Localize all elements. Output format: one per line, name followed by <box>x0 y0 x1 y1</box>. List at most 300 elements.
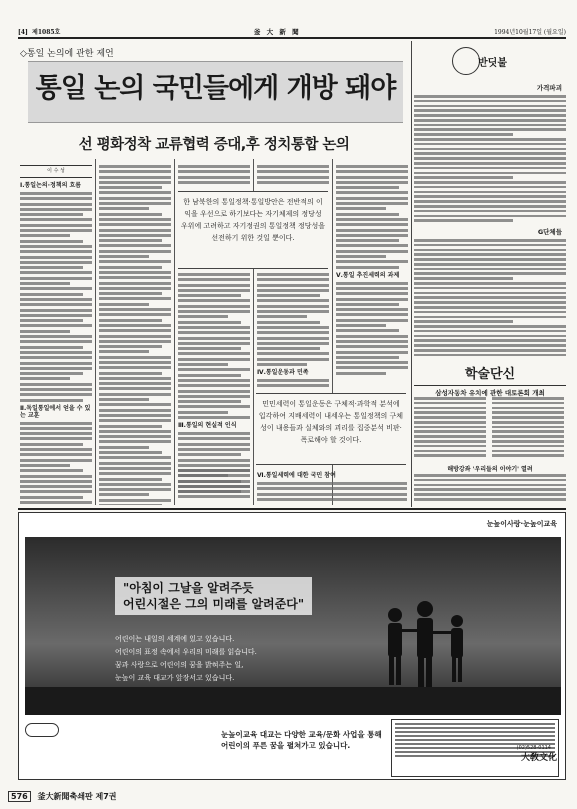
text-line <box>20 287 92 290</box>
body-text <box>257 379 329 387</box>
text-line <box>178 495 250 498</box>
emblem-icon <box>25 723 59 737</box>
right-text-1 <box>414 95 566 225</box>
text-line <box>336 266 399 269</box>
text-line <box>492 435 564 438</box>
text-line <box>99 297 171 300</box>
text-line <box>99 440 171 443</box>
text-line <box>414 210 566 213</box>
text-line <box>414 445 486 448</box>
text-line <box>257 181 329 184</box>
text-line <box>99 478 162 481</box>
text-line <box>336 345 408 348</box>
body-column-4-top <box>257 165 329 189</box>
body-column-4 <box>257 273 329 391</box>
learning-text-bottom <box>414 474 566 505</box>
text-line <box>178 337 250 340</box>
text-line <box>99 234 171 237</box>
text-line <box>99 287 171 290</box>
text-line <box>414 416 486 419</box>
text-line <box>178 170 250 173</box>
text-line <box>336 170 408 173</box>
text-line <box>99 319 162 322</box>
ad-message <box>221 729 382 751</box>
right-subtitle-2: G단체들 <box>537 228 562 236</box>
body-text <box>178 165 250 184</box>
body-text <box>99 165 171 505</box>
text-line <box>178 459 250 462</box>
text-line <box>414 272 566 275</box>
text-line <box>99 382 171 385</box>
text-line <box>492 421 564 424</box>
text-line <box>178 390 250 393</box>
text-line <box>414 249 566 252</box>
text-line <box>336 223 408 226</box>
text-line <box>414 339 566 342</box>
text-line <box>336 197 408 200</box>
text-line <box>99 229 171 232</box>
text-line <box>99 472 171 475</box>
ad-quote-line-1: "아침이 그날을 알려주듯 <box>123 581 254 595</box>
ad-message-line-2: 어린이의 푸른 꿈을 펼쳐가고 있습니다. <box>221 741 351 750</box>
text-line <box>99 425 162 428</box>
text-line <box>395 723 555 725</box>
text-line <box>336 207 386 210</box>
text-line <box>336 324 386 327</box>
text-line <box>257 165 329 168</box>
text-line <box>395 739 555 741</box>
text-line <box>99 324 171 327</box>
firefly-icon <box>452 47 480 75</box>
text-line <box>20 496 83 499</box>
text-line <box>336 303 399 306</box>
text-line <box>178 384 250 387</box>
text-line <box>257 498 407 501</box>
text-line <box>257 278 329 281</box>
text-line <box>20 480 92 483</box>
text-line <box>178 480 250 483</box>
body-text <box>414 95 566 222</box>
text-line <box>492 402 564 405</box>
right-column-divider <box>411 41 412 507</box>
text-line <box>99 403 171 406</box>
masthead-date: 1994년10월17일 (월요일) <box>494 28 566 36</box>
text-line <box>178 289 250 292</box>
text-line <box>178 305 250 308</box>
text-line <box>99 329 171 332</box>
text-line <box>257 363 307 366</box>
text-line <box>336 366 408 369</box>
text-line <box>336 239 399 242</box>
issue-number: 제1085호 <box>32 28 61 36</box>
text-line <box>257 331 329 334</box>
text-line <box>20 351 92 354</box>
body-text <box>20 422 92 505</box>
text-line <box>99 393 171 396</box>
text-line <box>99 361 171 364</box>
section-heading-1: Ⅰ.통일논의·정책의 흐름 <box>20 182 82 189</box>
text-line <box>414 402 486 405</box>
text-line <box>414 479 566 482</box>
body-text <box>492 397 564 457</box>
text-line <box>414 200 566 203</box>
text-line <box>257 299 329 302</box>
text-line <box>20 485 92 488</box>
text-line <box>257 310 329 313</box>
text-line <box>336 186 399 189</box>
text-line <box>257 493 407 496</box>
text-line <box>20 377 70 380</box>
text-line <box>20 245 92 248</box>
text-line <box>414 411 486 414</box>
section-heading-6: Ⅵ.통일세력에 대한 국민 참여 <box>257 472 336 479</box>
text-line <box>20 197 92 200</box>
text-line <box>20 250 92 253</box>
text-line <box>178 299 250 302</box>
text-line <box>178 395 250 398</box>
body-text <box>257 482 407 501</box>
text-line <box>414 114 566 117</box>
text-line <box>99 456 171 459</box>
text-line <box>178 416 250 419</box>
text-line <box>99 170 171 173</box>
text-line <box>178 374 241 377</box>
text-line <box>257 176 329 179</box>
text-line <box>257 284 329 287</box>
text-line <box>178 453 241 456</box>
text-line <box>99 239 162 242</box>
body-text <box>20 192 92 402</box>
text-line <box>99 191 171 194</box>
text-line <box>20 314 92 317</box>
body-column-1 <box>20 165 92 505</box>
text-line <box>99 213 162 216</box>
text-line <box>178 363 228 366</box>
text-line <box>20 448 92 451</box>
text-line <box>20 271 92 274</box>
text-line <box>336 176 408 179</box>
text-line <box>178 379 250 382</box>
text-line <box>414 311 566 314</box>
text-line <box>414 244 566 247</box>
text-line <box>99 335 171 338</box>
learning-news-subtitle: 삼성자동차 유치에 관한 대토론회 개최 <box>414 385 566 397</box>
middle-rule <box>18 508 566 510</box>
text-line <box>178 321 241 324</box>
text-line <box>336 319 408 322</box>
text-line <box>414 301 566 304</box>
text-line <box>99 366 171 369</box>
body-text <box>178 469 250 498</box>
text-line <box>20 234 70 237</box>
body-column-5 <box>336 165 408 391</box>
text-line <box>99 483 171 486</box>
text-line <box>178 347 241 350</box>
right-column <box>414 41 566 507</box>
text-line <box>414 167 566 170</box>
text-line <box>178 368 250 371</box>
text-line <box>99 303 149 306</box>
body-text <box>257 273 329 366</box>
pull-quote-2: 민민세력이 통일운동은 구체적·과학적 분석에 입각하여 지배세력이 내세우는 통일정책의 구체성이 내용들과 실체와의 괴리를 집중분석 비판·폭로해야 할 것이다. <box>256 393 406 465</box>
text-line <box>20 203 92 206</box>
text-line <box>492 426 564 429</box>
text-line <box>99 197 171 200</box>
text-line <box>178 342 250 345</box>
text-line <box>336 313 408 316</box>
text-line <box>20 319 83 322</box>
text-line <box>336 308 408 311</box>
text-line <box>20 346 83 349</box>
text-line <box>178 326 250 329</box>
firefly-logo <box>452 47 522 77</box>
text-line <box>99 430 171 433</box>
column-divider <box>95 159 96 505</box>
text-line <box>414 344 566 347</box>
text-line <box>20 330 70 333</box>
body-text <box>336 165 408 269</box>
text-line <box>20 362 92 365</box>
text-line <box>178 331 250 334</box>
right-text-2 <box>414 239 566 359</box>
text-line <box>414 162 566 165</box>
text-line <box>99 165 171 168</box>
text-line <box>336 191 408 194</box>
ad-emblem-1 <box>25 721 85 775</box>
text-line <box>414 330 566 333</box>
text-line <box>178 411 228 414</box>
advertisement <box>18 512 566 780</box>
text-line <box>20 443 83 446</box>
body-text <box>178 273 250 419</box>
text-line <box>492 454 564 457</box>
footer-title: 釜大新聞축쇄판 제7권 <box>37 792 117 801</box>
text-line <box>99 467 171 470</box>
ad-photo <box>25 537 561 715</box>
text-line <box>99 255 149 258</box>
text-line <box>414 320 513 323</box>
text-line <box>257 342 329 345</box>
ad-copy-line-1: 어린이는 내일의 세계에 있고 있습니다. <box>115 635 235 643</box>
text-line <box>178 352 250 355</box>
text-line <box>20 393 92 396</box>
article-author: 이 수 성 <box>20 165 92 178</box>
text-line <box>20 432 92 435</box>
right-subtitle-1: 가격파괴 <box>536 84 562 92</box>
text-line <box>20 213 83 216</box>
text-line <box>99 451 162 454</box>
text-line <box>20 256 92 259</box>
text-line <box>257 352 329 355</box>
text-line <box>20 240 83 243</box>
text-line <box>257 347 320 350</box>
text-line <box>99 186 162 189</box>
text-line <box>20 388 92 391</box>
text-line <box>414 105 566 108</box>
text-line <box>257 358 329 361</box>
text-line <box>178 437 250 440</box>
text-line <box>414 195 566 198</box>
text-line <box>336 292 408 295</box>
text-line <box>178 432 250 435</box>
text-line <box>99 176 171 179</box>
text-line <box>20 218 92 221</box>
right-subtitle-1-wrap <box>414 83 566 93</box>
text-line <box>20 208 92 211</box>
ad-quote-line-2: 어린시절은 그의 미래를 알려준다" <box>123 597 305 611</box>
text-line <box>414 488 566 491</box>
text-line <box>492 411 564 414</box>
text-line <box>414 354 566 357</box>
text-line <box>99 493 149 496</box>
text-line <box>492 397 564 400</box>
text-line <box>99 244 171 247</box>
text-line <box>336 181 408 184</box>
text-line <box>336 361 408 364</box>
text-line <box>414 407 486 410</box>
text-line <box>178 400 241 403</box>
text-line <box>178 474 250 477</box>
body-text <box>257 165 329 184</box>
text-line <box>178 469 250 472</box>
text-line <box>414 181 566 184</box>
children-silhouette-image <box>25 537 561 715</box>
text-line <box>414 498 566 501</box>
text-line <box>414 325 566 328</box>
text-line <box>178 448 250 451</box>
text-line <box>414 176 513 179</box>
text-line <box>336 282 408 285</box>
text-line <box>20 383 92 386</box>
text-line <box>178 315 228 318</box>
text-line <box>257 289 329 292</box>
text-line <box>178 294 241 297</box>
body-column-4-bottom <box>178 469 250 505</box>
text-line <box>414 484 566 487</box>
text-line <box>414 316 566 319</box>
text-line <box>178 284 250 287</box>
text-line <box>20 282 70 285</box>
text-line <box>99 446 149 449</box>
text-line <box>20 309 92 312</box>
text-line <box>414 435 486 438</box>
ad-copy <box>115 633 257 685</box>
text-line <box>257 294 320 297</box>
text-line <box>336 244 408 247</box>
text-line <box>414 205 566 208</box>
article-subhead: 선 평화정착 교류협력 증대,후 정치통합 논의 <box>78 137 350 153</box>
ad-copy-line-3: 꿈과 사랑으로 어린이의 꿈을 밝혀주는 일, <box>115 661 244 669</box>
text-line <box>395 731 555 733</box>
text-line <box>414 397 486 400</box>
text-line <box>99 419 171 422</box>
footer-page-number: 576 <box>8 791 31 802</box>
text-line <box>20 367 92 370</box>
body-text <box>336 282 408 375</box>
text-line <box>492 430 564 433</box>
text-line <box>414 258 566 261</box>
text-line <box>20 340 92 343</box>
text-line <box>178 464 250 467</box>
text-line <box>20 224 92 227</box>
text-line <box>336 234 408 237</box>
text-line <box>178 358 250 361</box>
text-line <box>414 454 486 457</box>
text-line <box>414 95 566 98</box>
text-line <box>257 273 329 276</box>
headline-box <box>28 61 403 123</box>
text-line <box>414 263 566 266</box>
text-line <box>20 372 83 375</box>
text-line <box>99 340 171 343</box>
text-line <box>414 100 566 103</box>
masthead <box>18 26 566 36</box>
top-rule <box>18 37 566 39</box>
text-line <box>99 207 149 210</box>
text-line <box>395 727 555 729</box>
text-line <box>20 422 92 425</box>
text-line <box>257 487 407 490</box>
learning-news-subtitle-2: 해방강좌 '우리들의 이야기' 열려 <box>447 466 533 473</box>
text-line <box>257 482 407 485</box>
ad-organization: 大敎文化 <box>520 753 557 763</box>
text-line <box>414 493 566 496</box>
body-column-5-bottom <box>257 469 407 505</box>
text-line <box>99 276 171 279</box>
text-line <box>336 340 408 343</box>
learning-news-title: 학술단신 <box>464 367 516 382</box>
text-line <box>178 405 250 408</box>
text-line <box>336 329 399 332</box>
text-line <box>492 440 564 443</box>
text-line <box>178 443 250 446</box>
text-line <box>20 490 92 493</box>
text-line <box>20 437 92 440</box>
body-text <box>414 239 566 356</box>
text-line <box>414 349 566 352</box>
section-heading-5: Ⅴ.통일 추진세력의 과제 <box>336 271 400 279</box>
text-line <box>20 475 92 478</box>
body-column-2 <box>99 165 171 505</box>
masthead-title: 釜 大 新 聞 <box>253 27 301 36</box>
text-line <box>414 277 513 280</box>
text-line <box>99 398 149 401</box>
text-line <box>336 356 399 359</box>
text-line <box>336 213 399 216</box>
text-line <box>99 218 171 221</box>
ad-message-line-1: 눈높이교육 대교는 다양한 교육/문화 사업을 통해 <box>221 730 382 739</box>
text-line <box>414 292 566 295</box>
text-line <box>414 296 566 299</box>
ad-copy-line-4: 눈높이 교육 대교가 앞장서고 있습니다. <box>115 674 235 682</box>
ad-tagline: 눈높이사랑·눈높이교육 <box>486 520 557 528</box>
text-line <box>414 186 566 189</box>
text-line <box>178 165 250 168</box>
pull-quote-1: 한 남북한의 통일정책·통일방안은 전반적의 이익을 우선으로 하기보다는 자기체제의 정당성 우위에 고려하고 자기정권의 통일정책 정당성을 선전하기 위한 것일 뿐이다. <box>178 191 328 269</box>
text-line <box>492 445 564 448</box>
text-line <box>99 266 162 269</box>
column-divider <box>174 159 175 505</box>
text-line <box>99 414 171 417</box>
text-line <box>414 287 566 290</box>
firefly-title: 반딧불 <box>478 58 507 69</box>
text-line <box>414 282 566 285</box>
text-line <box>492 450 564 453</box>
text-line <box>20 356 92 359</box>
ad-bottom <box>25 719 561 777</box>
article-headline: 통일 논의 국민들에게 개방 돼야 <box>35 73 396 104</box>
text-line <box>414 474 566 477</box>
